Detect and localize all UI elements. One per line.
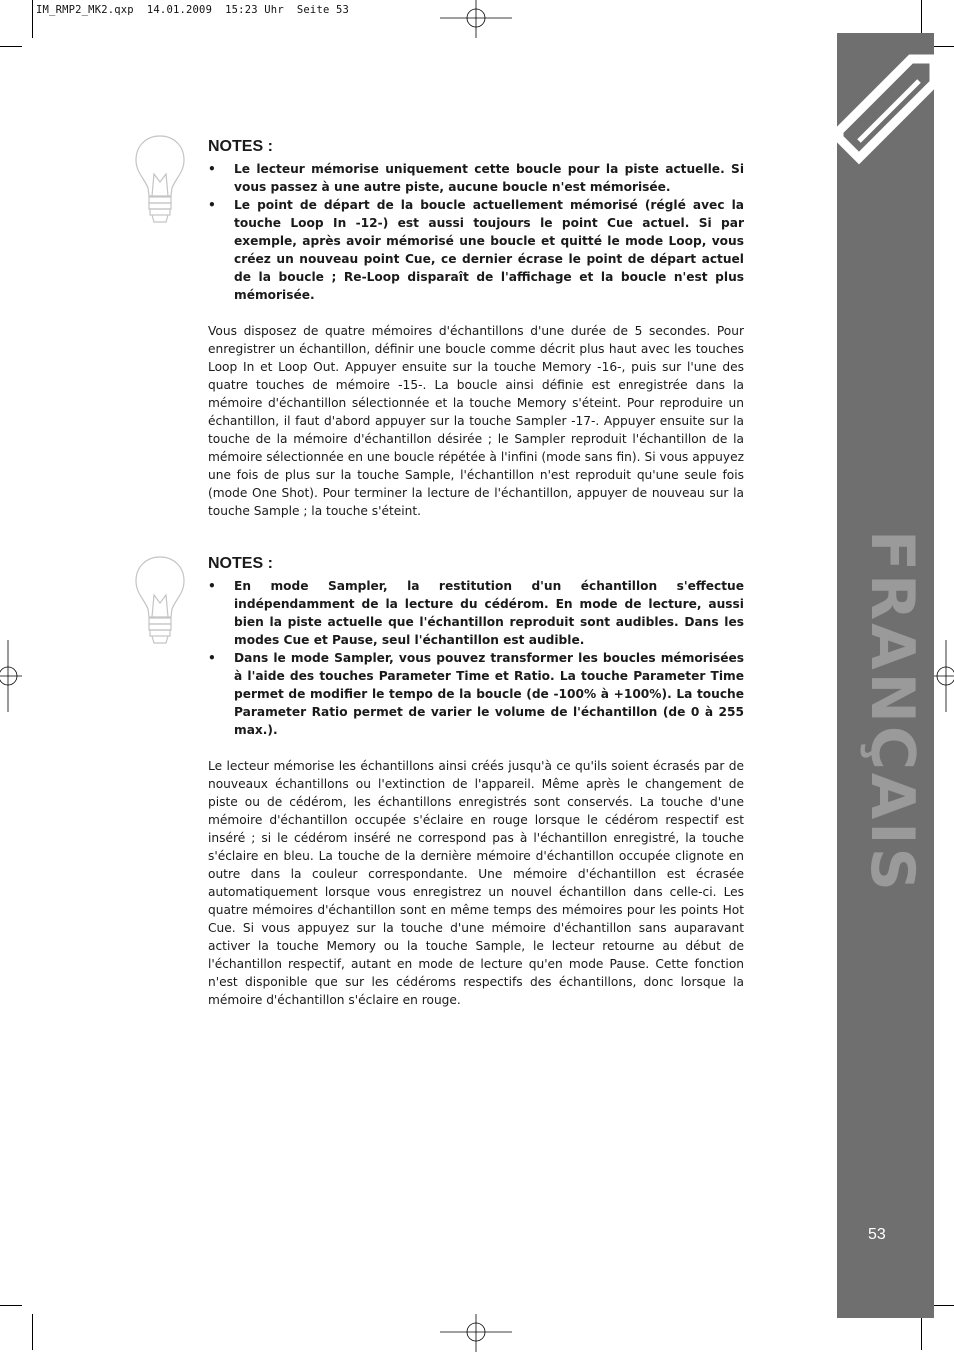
language-label: FRANÇAIS — [857, 530, 927, 894]
print-slug — [36, 4, 349, 16]
slug-time: 15:23 Uhr — [225, 4, 284, 16]
slug-date: 14.01.2009 — [146, 4, 213, 16]
slug-page: Seite 53 — [296, 4, 350, 16]
registration-mark-left — [0, 640, 40, 712]
notes-list — [208, 160, 744, 304]
crop-mark — [921, 1314, 922, 1350]
note-item: • Le lecteur mémorise uniquement cette boucle pour la piste actuelle. Si vous passez à une autre piste, aucune boucle n'est mémorisée. — [208, 160, 744, 196]
notes-list — [208, 577, 744, 739]
crop-mark — [932, 46, 954, 47]
note-item: • En mode Sampler, la restitution d'un échantillon s'effectue indépendamment de la lecture du cédérom. En mode de lecture, aussi bien la piste actuelle que l'échantillon reproduit sont audibles. Dans les modes Cue et Pause, seul l'échantillon est audible. — [208, 577, 744, 649]
crop-mark — [0, 46, 22, 47]
notes-heading: NOTES : — [208, 138, 273, 155]
brand-stripes-logo — [837, 53, 934, 168]
note-item: • Dans le mode Sampler, vous pouvez transformer les boucles mémorisées à l'aide des touches Parameter Time et Ratio. La touche Parameter Time permet de modifier le tempo de la boucle (de -100% à +100%). La touche Parameter Ratio permet de varier le volume de l'échantillon (de 0 à 255 max.). — [208, 649, 744, 739]
lightbulb-icon — [134, 134, 186, 226]
slug-filename: IM_RMP2_MK2.qxp — [36, 4, 134, 16]
page-number: 53 — [868, 1226, 886, 1243]
registration-mark-bottom — [440, 1312, 512, 1352]
crop-mark — [0, 1305, 22, 1306]
body-paragraph: Le lecteur mémorise les échantillons ainsi créés jusqu'à ce qu'ils soient écrasés par de nouveaux échantillons ou l'extinction de l'appareil. Même après le changement de piste ou de cédérom, les échantillons enregistrés sont conservés. La touche d'une mémoire d'échantillon occupée s'éclaire en rouge lorsque le cédérom respectif est inséré ; si le cédérom inséré ne correspond pas à l'échantillon enregistré, la touche s'éclaire en bleu. La touche de la dernière mémoire d'échantillon occupée clignote en outre dans la couleur correspondante. Une mémoire d'échantillon est écrasée automatiquement lorsque vous enregistrez un nouvel échantillon dans celle-ci. Les quatre mémoires d'échantillon sont en même temps des mémoires pour les points Hot Cue. Si vous appuyez sur la touche d'une mémoire d'échantillon sans auparavant activer la touche Memory ou la touche Sample, le lecteur retourne au début de l'échantillon respectif, autant en mode de lecture qu'en mode Pause. Cette fonction n'est disponible que sur les cédéroms respectifs des échantillons, donc lorsque la mémoire d'échantillon s'éclaire en rouge. — [208, 759, 744, 1007]
body-paragraph: Vous disposez de quatre mémoires d'échantillons d'une durée de 5 secondes. Pour enregistrer un échantillon, définir une boucle comme décrit plus haut avec les touches Loop In et Loop Out. Appuyer ensuite sur la touche Memory -16-, puis sur l'une des quatre touches de mémoire -15-. La boucle ainsi définie est enregistrée dans la mémoire d'échantillon sélectionnée et la touche Memory s'éteint. Pour reproduire un échantillon, il faut d'abord appuyer sur la touche Sampler -17-. Appuyer ensuite sur la touche de la mémoire d'échantillon désirée ; le Sampler reproduit l'échantillon de la mémoire sélectionnée en une boucle répétée à l'infini (mode sans fin). Si vous appuyez une fois de plus sur la touche Sample, l'échantillon n'est reproduit qu'une seule fois (mode One Shot). Pour terminer la lecture de l'échantillon, appuyer de nouveau sur la touche Sample ; la touche s'éteint. — [208, 324, 744, 518]
lightbulb-icon — [134, 555, 186, 647]
crop-mark — [32, 1314, 33, 1350]
registration-mark-top — [440, 0, 512, 40]
section-loop-memory — [208, 137, 744, 520]
notes-heading: NOTES : — [208, 555, 273, 572]
crop-mark — [932, 1305, 954, 1306]
crop-mark — [32, 0, 33, 38]
note-item: • Le point de départ de la boucle actuellement mémorisé (réglé avec la touche Loop In -12-) est aussi toujours le point Cue actuel. Si par exemple, après avoir mémorisé une boucle et quitté le mode Loop, vous créez un nouveau point Cue, ce dernier écrase le point de départ actuel de la boucle ; Re-Loop disparaît de l'affichage et la boucle n'est plus mémorisée. — [208, 196, 744, 304]
section-sampler — [208, 554, 744, 1009]
